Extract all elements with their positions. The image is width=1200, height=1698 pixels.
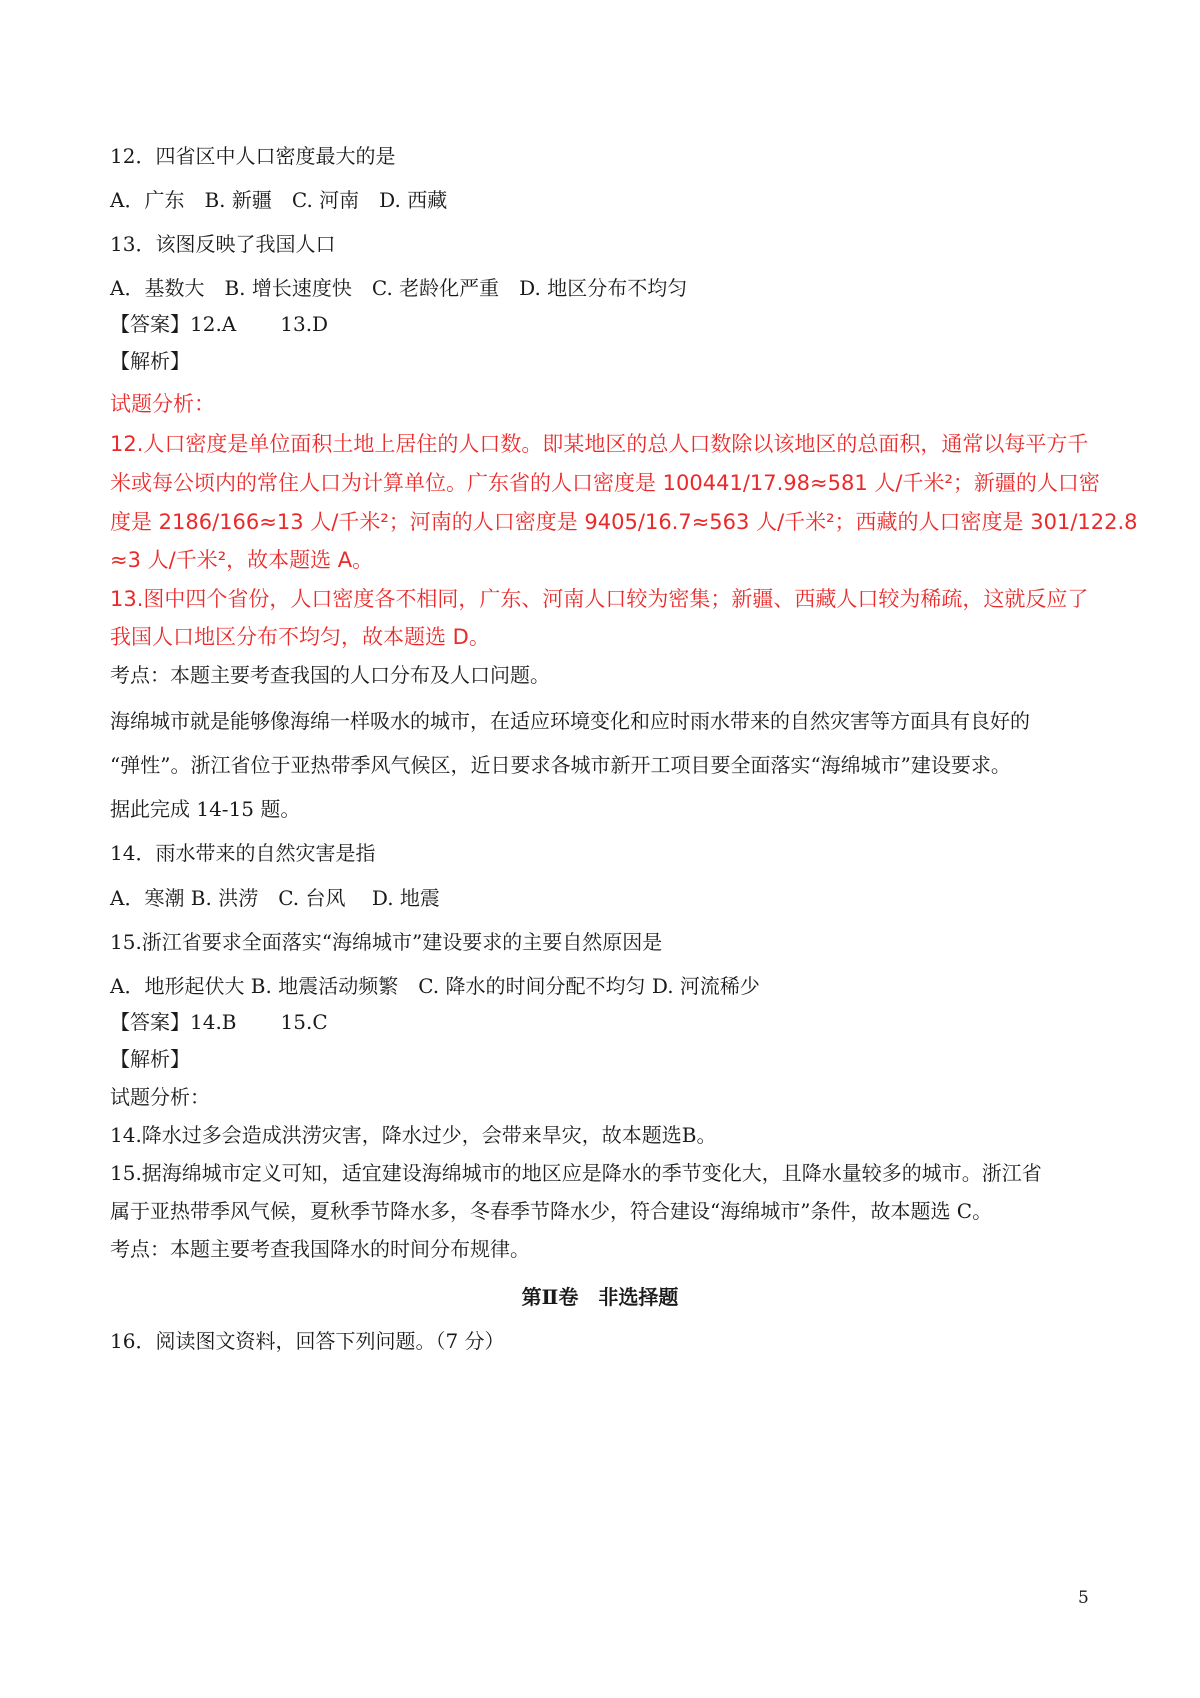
kaodian-1: 考点：本题主要考查我国的人口分布及人口问题。 [110,663,550,687]
analysis1-line: ≈3 人/千米²，故本题选 A。 [110,548,374,572]
q12-options: A．广东 B. 新疆 C. 河南 D. 西藏 [110,188,448,212]
q13-options: A．基数大 B. 增长速度快 C. 老龄化严重 D. 地区分布不均匀 [110,276,688,300]
analysis1-line: 我国人口地区分布不均匀，故本题选 D。 [110,625,490,649]
answer-label: 【答案】 [110,1010,190,1034]
q16-stem: 16．阅读图文资料，回答下列问题。（7 分） [110,1329,505,1353]
answer-label: 【答案】 [110,312,190,336]
analysis-label-1: 【解析】 [110,349,190,373]
q15-stem: 15.浙江省要求全面落实“海绵城市”建设要求的主要自然原因是 [110,930,663,954]
q14-stem: 14．雨水带来的自然灾害是指 [110,841,376,865]
analysis-label-2: 【解析】 [110,1047,190,1071]
q13-stem: 13．该图反映了我国人口 [110,232,336,256]
analysis-heading-1: 试题分析： [110,392,215,416]
passage-line: 海绵城市就是能够像海绵一样吸水的城市，在适应环境变化和应时雨水带来的自然灾害等方面具有良好的 [110,709,1030,733]
answer-15: 15.C [280,1010,328,1034]
analysis2-line: 14.降水过多会造成洪涝灾害，降水过少，会带来旱灾，故本题选B。 [110,1123,717,1147]
analysis2-line: 属于亚热带季风气候，夏秋季节降水多，冬春季节降水少，符合建设“海绵城市”条件，故本题选 C。 [110,1199,993,1223]
passage-line: 据此完成 14-15 题。 [110,797,301,821]
answer-12: 12.A [190,312,237,336]
answer-13: 13.D [280,312,329,336]
analysis1-line: 13.图中四个省份，人口密度各不相同，广东、河南人口较为密集；新疆、西藏人口较为稀疏，这就反应了 [110,587,1089,611]
q12-stem: 12．四省区中人口密度最大的是 [110,144,396,168]
answer-14: 14.B [190,1010,237,1034]
analysis1-line: 米或每公顷内的常住人口为计算单位。广东省的人口密度是 100441/17.98≈581 人/千米²；新疆的人口密 [110,471,1100,495]
q15-options: A．地形起伏大 B. 地震活动频繁 C. 降水的时间分配不均匀 D. 河流稀少 [110,974,760,998]
answer-line-1 [110,311,1100,337]
analysis1-line: 度是 2186/166≈13 人/千米²；河南的人口密度是 9405/16.7≈563 人/千米²；西藏的人口密度是 301/122.8 [110,510,1138,534]
answer-line-2 [110,1009,1100,1035]
q14-options: A．寒潮 B. 洪涝 C. 台风 D. 地震 [110,886,440,910]
analysis2-line: 15.据海绵城市定义可知，适宜建设海绵城市的地区应是降水的季节变化大，且降水量较多的城市。浙江省 [110,1161,1042,1185]
analysis1-line: 12.人口密度是单位面积土地上居住的人口数。即某地区的总人口数除以该地区的总面积，通常以每平方千 [110,432,1089,456]
page-number: 5 [1078,1588,1089,1608]
kaodian-2: 考点：本题主要考查我国降水的时间分布规律。 [110,1237,530,1261]
section-title: 第Ⅱ卷 非选择题 [521,1285,679,1309]
passage-line: “弹性”。浙江省位于亚热带季风气候区，近日要求各城市新开工项目要全面落实“海绵城市”建设要求。 [110,753,1011,777]
analysis-heading-2: 试题分析： [110,1085,210,1109]
